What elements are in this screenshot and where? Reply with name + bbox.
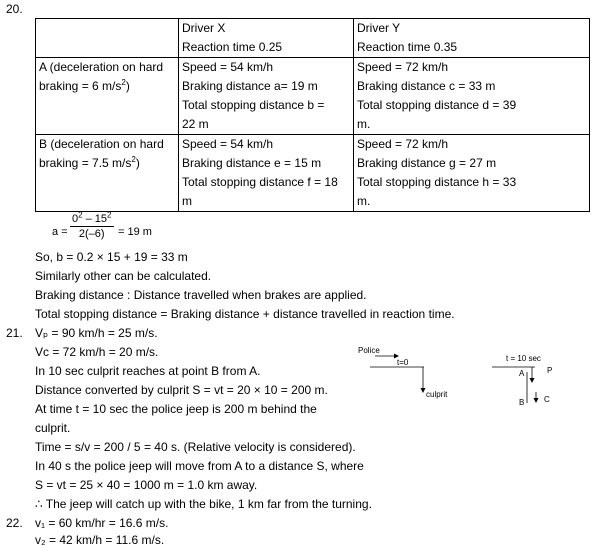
q21-line: ∴ The jeep will catch up with the bike, 1 km far from the turning. xyxy=(35,497,372,511)
equation-rhs: = 19 m xyxy=(118,226,152,238)
question-21-number: 21. xyxy=(6,326,23,340)
q21-line: Time = s/v = 200 / 5 = 40 s. (Relative velocity is considered). xyxy=(35,440,356,454)
q22-line: v₁ = 60 km/hr = 16.6 m/s. xyxy=(35,516,169,530)
q22-line: v₂ = 42 km/h = 11.6 m/s. xyxy=(35,533,165,547)
q21-line: culprit. xyxy=(35,421,71,435)
q21-line: Vₚ = 90 km/h = 25 m/s. xyxy=(35,326,158,340)
point-c-label: C xyxy=(544,395,550,404)
q21-line: In 40 s the police jeep will move from A to a distance S, where xyxy=(35,459,364,473)
question-22-number: 22. xyxy=(6,516,23,530)
culprit-label: culprit xyxy=(426,390,448,399)
row-a-label: A (deceleration on hard braking = 6 $m/s^2$) xyxy=(36,58,179,135)
q21-line: At time t = 10 sec the police jeep is 200 m behind the xyxy=(35,402,317,416)
q20-line: Similarly other can be calculated. xyxy=(35,269,212,283)
police-label: Police xyxy=(358,346,380,355)
row-a-driver-x: Speed = 54 km/h Braking distance a= 19 m Total stopping distance b = 22 m xyxy=(179,58,354,135)
row-b-label: B (deceleration on hard braking = 7.5 $m/s^2$) xyxy=(36,135,179,212)
question-20-number: 20. xyxy=(6,2,23,16)
q21-line: Distance converted by culprit S = vt = 20 × 10 = 200 m. xyxy=(35,383,328,397)
row-b-driver-x: Speed = 54 km/h Braking distance e = 15 m Total stopping distance f = 18 m xyxy=(179,135,354,212)
equation-numerator: $0^2 - 15^2$ xyxy=(72,210,112,225)
t0-label: t=0 xyxy=(397,358,409,367)
header-driver-x: Driver X Reaction time 0.25 xyxy=(179,19,354,58)
q21-line: In 10 sec culprit reaches at point B from A. xyxy=(35,364,261,378)
q21-line: S = vt = 25 × 40 = 1000 m = 1.0 km away. xyxy=(35,478,258,492)
t10-label: t = 10 sec xyxy=(506,354,541,363)
q21-line: Vᴄ = 72 km/h = 20 m/s. xyxy=(35,345,159,359)
point-b-label: B xyxy=(519,398,525,407)
point-p-label: P xyxy=(547,366,553,375)
row-b-driver-y: Speed = 72 km/h Braking distance g = 27 m Total stopping distance h = 33 m. xyxy=(354,135,590,212)
q20-line: Total stopping distance = Braking distance + distance travelled in reaction time. xyxy=(35,307,455,321)
q20-line: So, b = 0.2 × 15 + 19 = 33 m xyxy=(35,250,188,264)
equation-lhs: a = xyxy=(52,226,68,238)
header-driver-y: Driver Y Reaction time 0.35 xyxy=(354,19,590,58)
equation-denominator: 2(–6) xyxy=(78,228,105,240)
row-a-driver-y: Speed = 72 km/h Braking distance c = 33 m Total stopping distance d = 39 m. xyxy=(354,58,590,135)
q20-line: Braking distance : Distance travelled when brakes are applied. xyxy=(35,288,367,302)
point-a-label: A xyxy=(519,369,525,378)
